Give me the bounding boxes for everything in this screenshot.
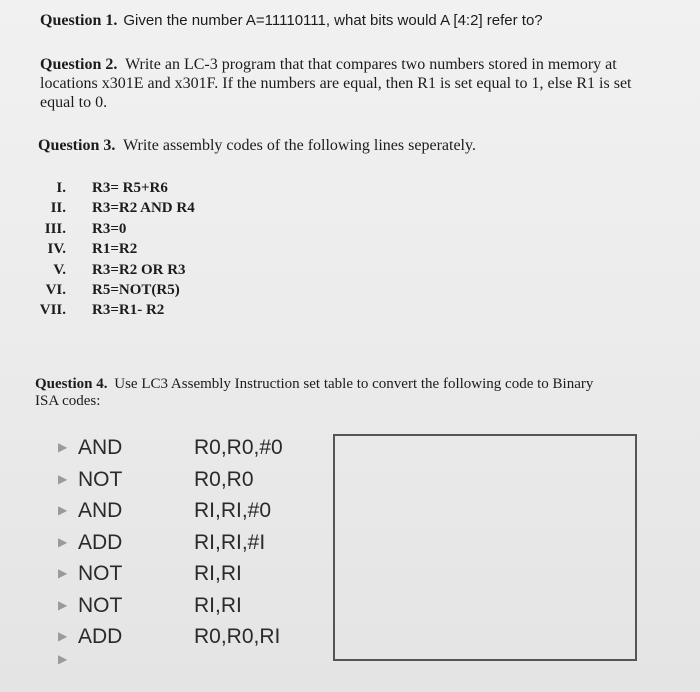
code-line (58, 590, 283, 622)
question-1-text: Given the number A=11110111, what bits would A [4:2] refer to? (123, 12, 543, 29)
question-2 (40, 55, 632, 112)
triangle-right-icon: ▶ (58, 629, 68, 643)
question-4-line-1: Use LC3 Assembly Instruction set table to convert the following code to Binary (114, 376, 594, 392)
line-expression: R3= R5+R6 (92, 180, 168, 196)
triangle-right-icon: ▶ (58, 566, 68, 580)
opcode: AND (78, 436, 123, 459)
opcode: NOT (78, 593, 123, 617)
list-item (34, 300, 195, 320)
operands: RI,RI (194, 593, 242, 617)
triangle-right-icon: ▶ (58, 503, 68, 517)
answer-box[interactable] (333, 434, 637, 661)
code-line (58, 621, 283, 653)
question-4-line-2: ISA codes: (35, 393, 101, 409)
question-1-label: Question 1. (40, 12, 118, 29)
list-item (34, 280, 195, 300)
question-2-label: Question 2. (40, 56, 118, 73)
operands: R0,R0,#0 (194, 436, 283, 459)
question-2-line-3: equal to 0. (40, 94, 108, 111)
list-item (34, 239, 195, 259)
line-number: V. (53, 261, 66, 278)
question-2-line-2: locations x301E and x301F. If the numbers are equal, then R1 is set equal to 1, else R1 is set (40, 75, 632, 92)
line-number: I. (56, 180, 66, 196)
line-expression: R1=R2 (92, 241, 138, 258)
question-4-label: Question 4. (35, 376, 108, 392)
line-number: IV. (47, 241, 66, 258)
line-number: VII. (39, 302, 66, 319)
code-line (58, 527, 283, 559)
opcode: NOT (78, 467, 123, 491)
line-number: II. (50, 200, 66, 217)
assembly-code-list (58, 432, 283, 653)
triangle-right-icon: ▶ (58, 597, 68, 612)
opcode: NOT (78, 562, 123, 585)
opcode: ADD (78, 625, 123, 648)
list-item (34, 260, 195, 280)
list-item (34, 178, 195, 198)
line-expression: R3=0 (92, 220, 127, 237)
operands: R0,R0 (194, 467, 254, 491)
question-3-label: Question 3. (38, 137, 116, 154)
triangle-right-icon: ▶ (58, 652, 68, 666)
list-item (34, 219, 195, 239)
opcode: AND (78, 499, 123, 522)
line-expression: R5=NOT(R5) (92, 281, 180, 298)
code-line (58, 495, 283, 527)
question-3-text: Write assembly codes of the following lines seperately. (123, 137, 476, 154)
operands: RI,RI (194, 562, 242, 585)
operands: RI,RI,#I (194, 530, 266, 554)
line-expression: R3=R2 AND R4 (92, 200, 195, 217)
operands: RI,RI,#0 (194, 499, 272, 522)
operands: R0,R0,RI (194, 625, 281, 648)
triangle-right-icon: ▶ (58, 471, 68, 486)
list-item (34, 198, 195, 218)
question-4 (35, 376, 593, 410)
line-number: VI. (45, 281, 66, 298)
code-line (58, 432, 283, 464)
question-1 (40, 12, 543, 30)
question-2-line-1: Write an LC-3 program that that compares two numbers stored in memory at (125, 56, 617, 73)
question-3-lines (34, 178, 195, 321)
line-number: III. (44, 220, 66, 237)
code-line (58, 558, 283, 590)
line-expression: R3=R1- R2 (92, 302, 165, 319)
line-expression: R3=R2 OR R3 (92, 261, 186, 278)
opcode: ADD (78, 530, 123, 554)
code-line (58, 464, 283, 496)
triangle-right-icon: ▶ (58, 534, 68, 549)
triangle-right-icon: ▶ (58, 440, 68, 454)
question-3 (38, 137, 476, 155)
